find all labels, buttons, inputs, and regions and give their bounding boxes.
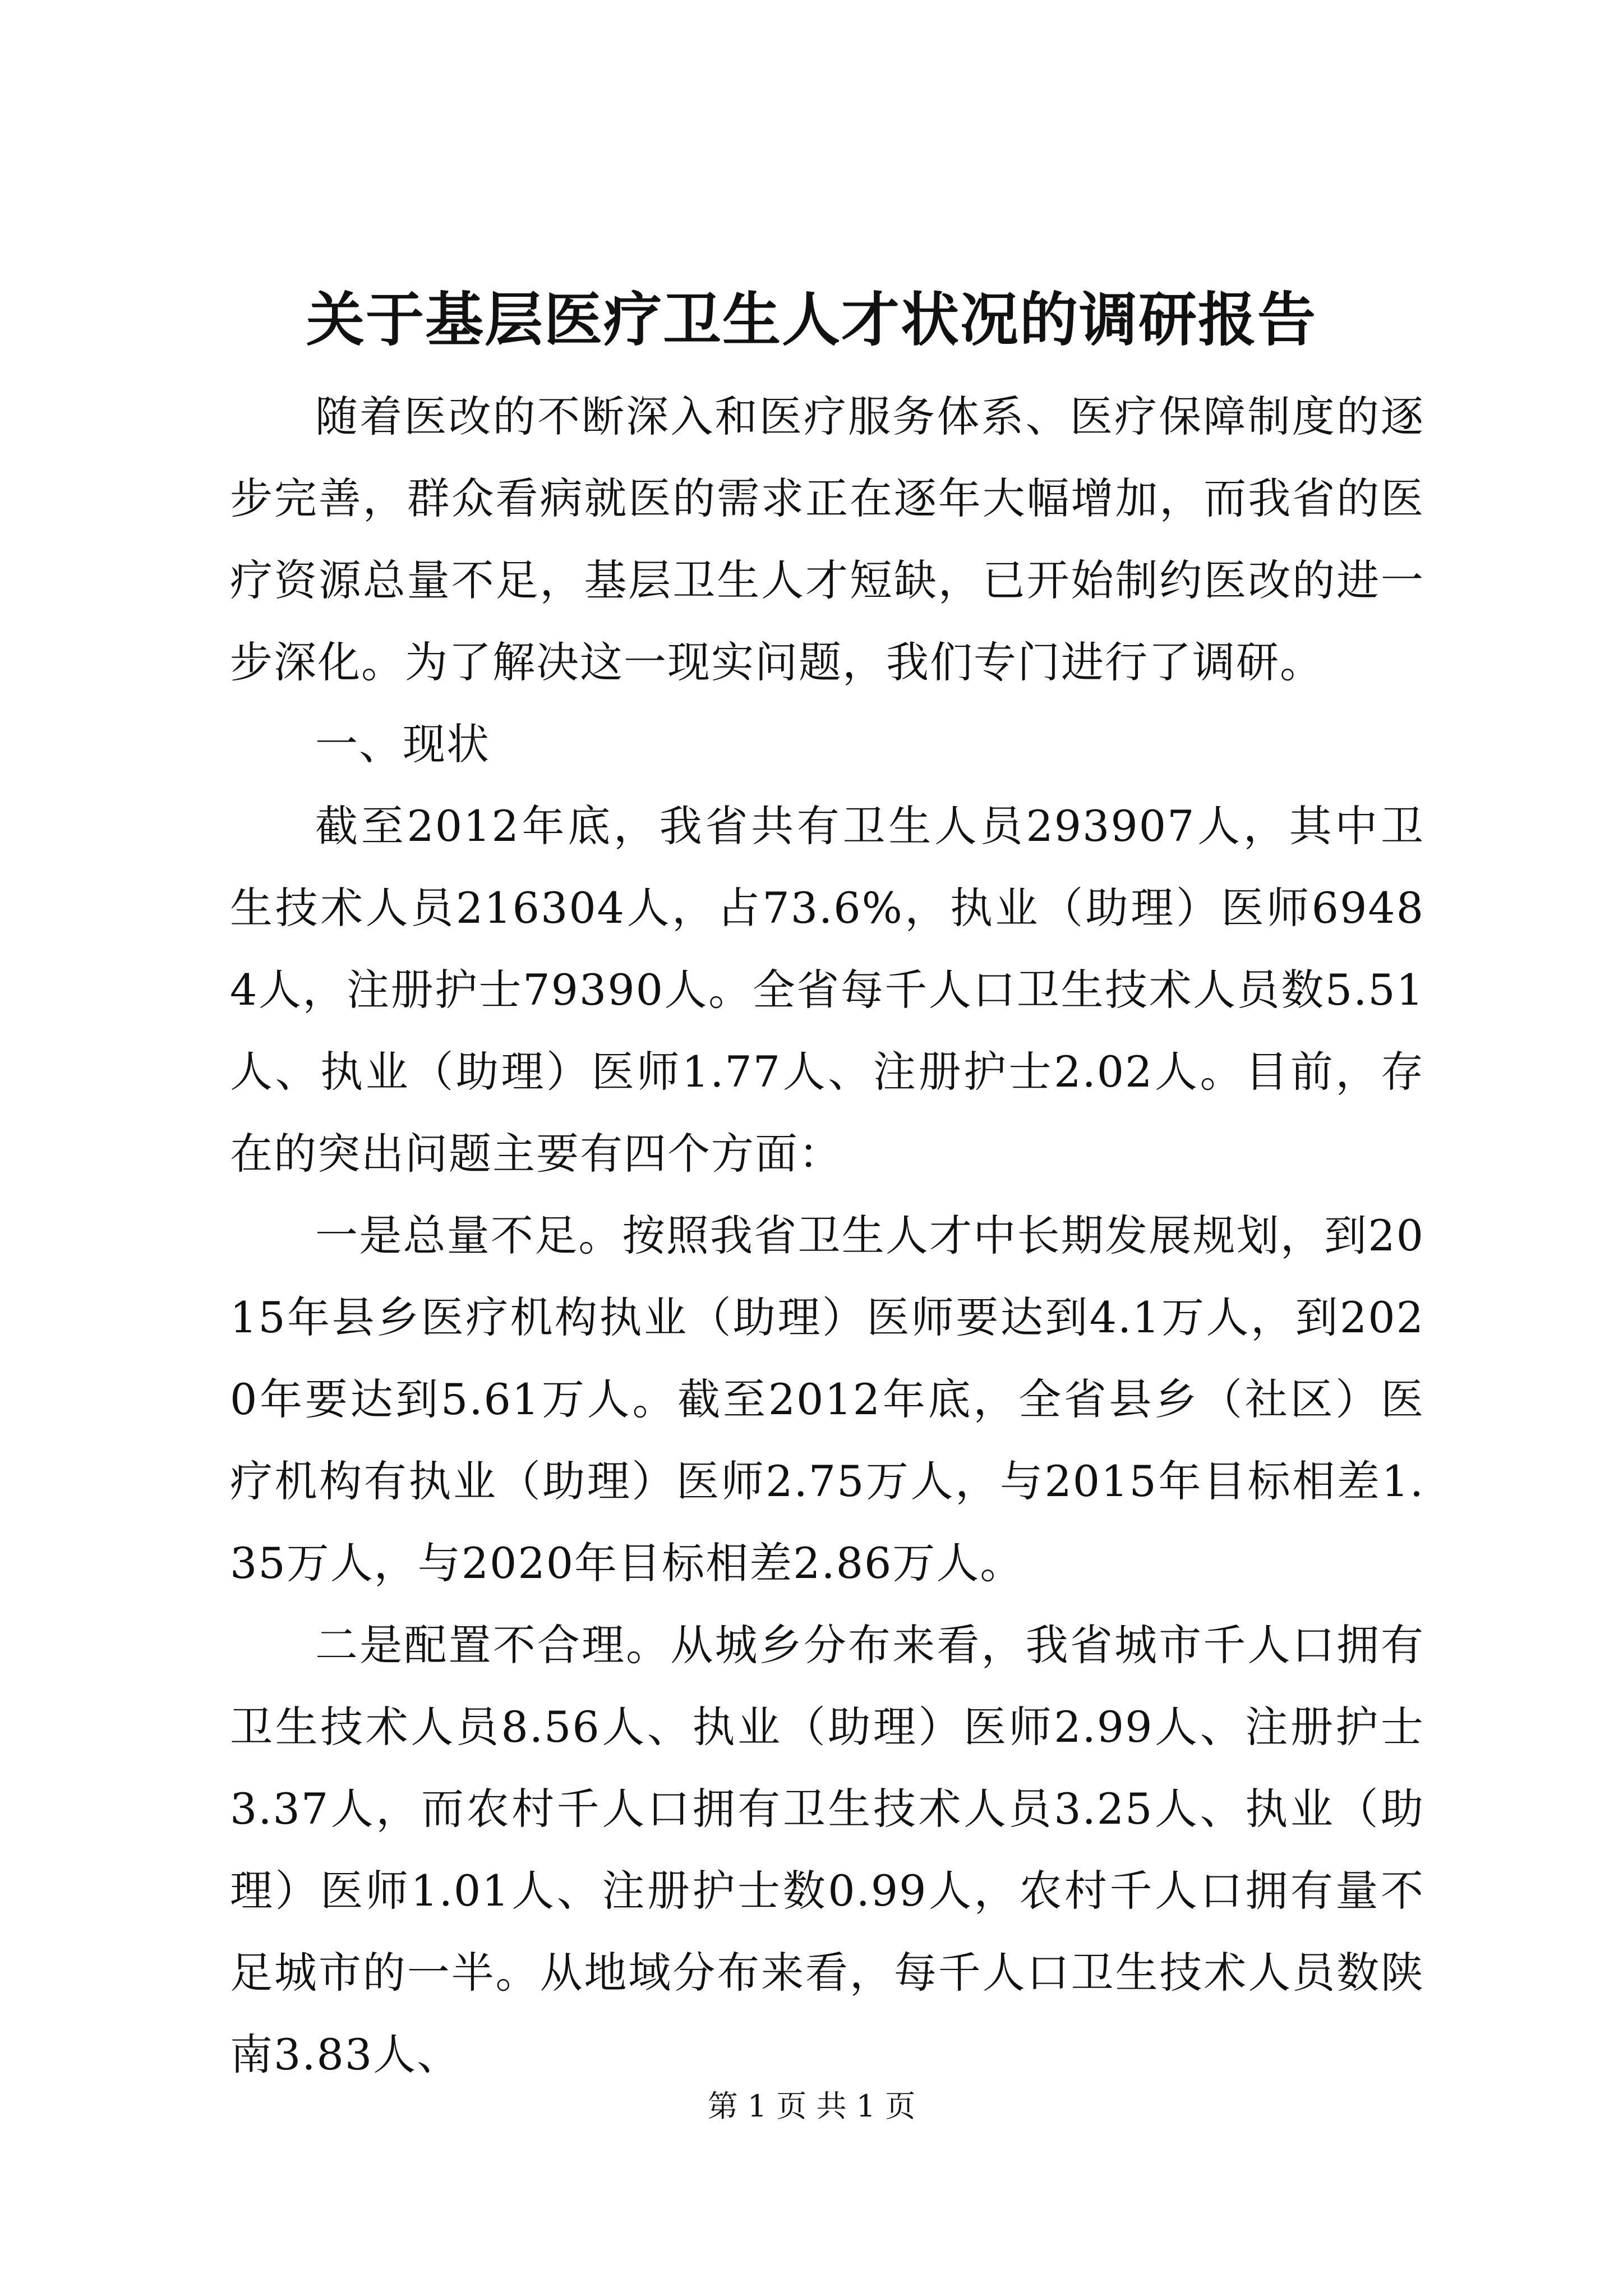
issue-two-paragraph: 二是配置不合理。从城乡分布来看，我省城市千人口拥有卫生技术人员8.56人、执业（助理）医师2.99人、注册护士3.37人，而农村千人口拥有卫生技术人员3.25人、执业（助理）医师1.01人、注册护士数0.99人，农村千人口拥有量不足城市的一半。从地域分布来看，每千人口卫生技术人员数陕南3.83人、 bbox=[230, 1620, 1424, 2079]
section-heading-status: 一、现状 bbox=[315, 719, 490, 769]
page-number-footer: 第 1 页 共 1 页 bbox=[707, 2088, 916, 2124]
intro-paragraph: 随着医改的不断深入和医疗服务体系、医疗保障制度的逐步完善，群众看病就医的需求正在逐年大幅增加，而我省的医疗资源总量不足，基层卫生人才短缺，已开始制约医改的进一步深化。为了解决这一现实问题，我们专门进行了调研。 bbox=[230, 392, 1424, 687]
issue-one-paragraph: 一是总量不足。按照我省卫生人才中长期发展规划，到2015年县乡医疗机构执业（助理）医师要达到4.1万人，到2020年要达到5.61万人。截至2012年底，全省县乡（社区）医疗机构有执业（助理）医师2.75万人，与2015年目标相差1.35万人，与2020年目标相差2.86万人。 bbox=[230, 1211, 1424, 1588]
status-paragraph: 截至2012年底，我省共有卫生人员293907人，其中卫生技术人员216304人，占73.6%，执业（助理）医师69484人，注册护士79390人。全省每千人口卫生技术人员数5.51人、执业（助理）医师1.77人、注册护士2.02人。目前，存在的突出问题主要有四个方面： bbox=[230, 801, 1424, 1179]
document-body bbox=[230, 376, 1424, 2096]
document-title: 关于基层医疗卫生人才状况的调研报告 bbox=[306, 285, 1317, 354]
